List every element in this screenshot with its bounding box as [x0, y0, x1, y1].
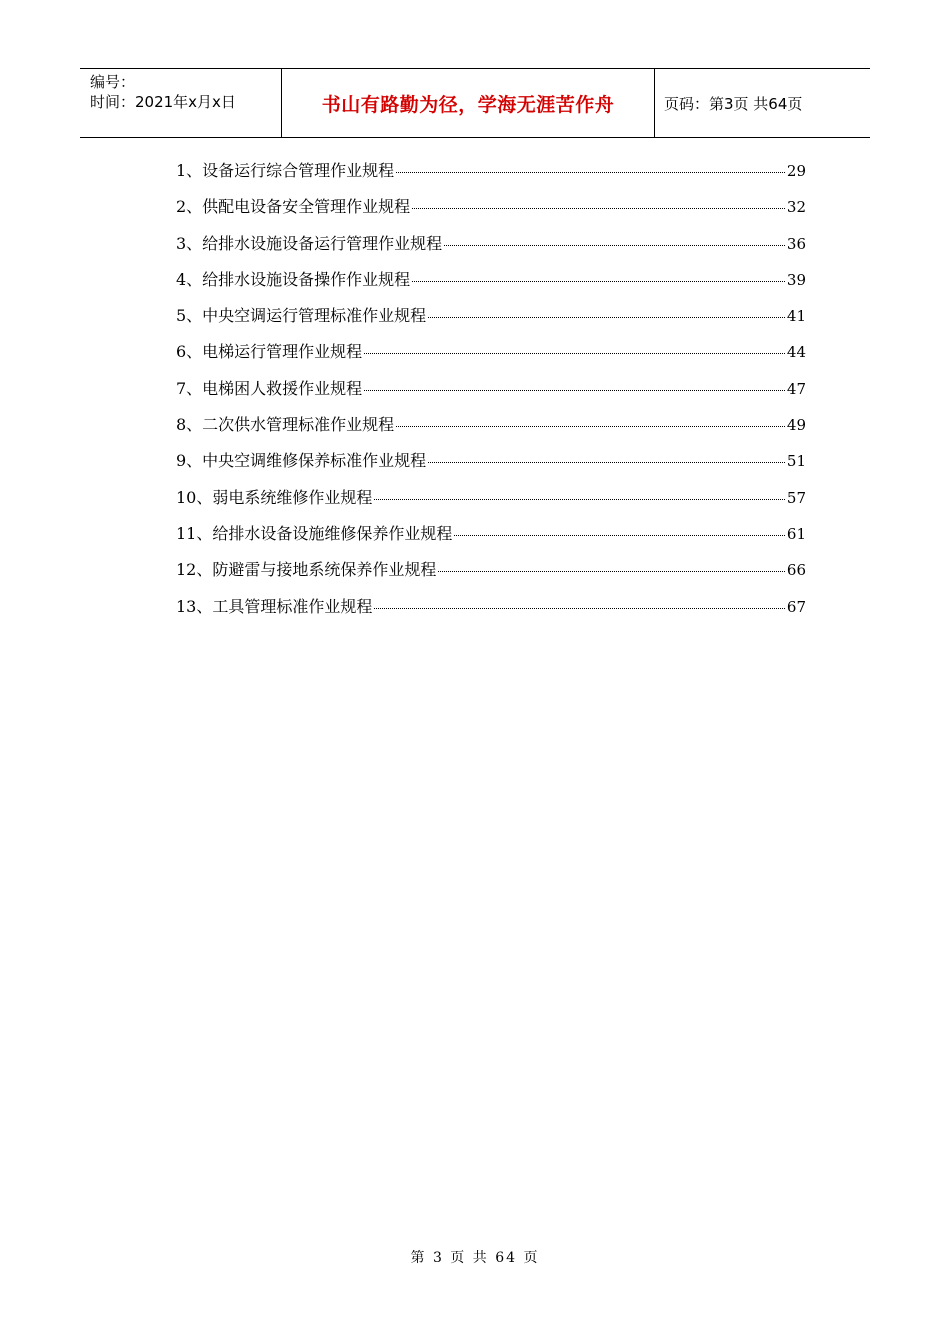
toc-item-page-number: 29: [786, 162, 806, 180]
header-motto-cell: [281, 69, 655, 137]
toc-item-page-number: 36: [786, 234, 806, 253]
toc-dot-leader: [444, 245, 785, 246]
toc-item[interactable]: [176, 158, 806, 194]
toc-item-page-number: 67: [786, 597, 806, 616]
toc-item[interactable]: [176, 303, 806, 339]
toc-item-page-number: 41: [786, 307, 806, 326]
toc-item-title: 10、弱电系统维修作业规程: [176, 487, 373, 507]
table-of-contents: [176, 158, 806, 630]
toc-item-page-number: 61: [786, 524, 806, 543]
document-number-label: 编号：: [90, 73, 136, 91]
header-motto: 书山有路勤为径，学海无涯苦作舟: [321, 93, 615, 116]
toc-item[interactable]: [176, 557, 806, 593]
toc-item[interactable]: [176, 412, 806, 448]
header-page-info-cell: [654, 69, 870, 137]
page-header: [80, 68, 870, 138]
toc-item[interactable]: [176, 521, 806, 557]
toc-dot-leader: [374, 499, 785, 500]
toc-item-page-number: 57: [786, 488, 806, 507]
toc-item-page-number: 47: [786, 379, 806, 398]
toc-item[interactable]: [176, 231, 806, 267]
toc-item-title: 12、防避雷与接地系统保养作业规程: [176, 560, 437, 580]
toc-item-title: 11、给排水设备设施维修保养作业规程: [176, 523, 453, 543]
page-footer: 第 3 页 共 64 页: [410, 1250, 540, 1266]
toc-item[interactable]: [176, 448, 806, 484]
toc-item-title: 7、电梯困人救援作业规程: [176, 378, 363, 398]
toc-item-title: 2、供配电设备安全管理作业规程: [176, 197, 411, 217]
toc-item-page-number: 51: [786, 452, 806, 471]
toc-item[interactable]: [176, 485, 806, 521]
toc-dot-leader: [364, 353, 785, 354]
toc-dot-leader: [396, 426, 785, 427]
toc-item-page-number: 32: [786, 198, 806, 217]
toc-item-page-number: 66: [786, 561, 806, 580]
toc-item-page-number: 44: [786, 343, 806, 362]
toc-item[interactable]: [176, 267, 806, 303]
toc-dot-leader: [412, 281, 785, 282]
toc-dot-leader: [364, 390, 785, 391]
header-meta: [80, 69, 280, 137]
toc-item-title: 6、电梯运行管理作业规程: [176, 342, 363, 362]
toc-dot-leader: [374, 608, 785, 609]
toc-item[interactable]: [176, 194, 806, 230]
document-time-label: 时间：2021年x月x日: [90, 93, 236, 111]
toc-item-title: 1、设备运行综合管理作业规程: [176, 161, 395, 180]
toc-item[interactable]: [176, 339, 806, 375]
toc-dot-leader: [428, 317, 785, 318]
toc-item-title: 8、二次供水管理标准作业规程: [176, 415, 395, 435]
toc-item-page-number: 39: [786, 270, 806, 289]
toc-dot-leader: [454, 535, 785, 536]
toc-item-title: 9、中央空调维修保养标准作业规程: [176, 451, 427, 471]
toc-dot-leader: [412, 208, 785, 209]
toc-item[interactable]: [176, 376, 806, 412]
toc-item-title: 13、工具管理标准作业规程: [176, 596, 373, 616]
toc-dot-leader: [438, 571, 785, 572]
toc-item-title: 3、给排水设施设备运行管理作业规程: [176, 233, 443, 253]
toc-item[interactable]: [176, 594, 806, 630]
toc-dot-leader: [396, 172, 785, 173]
header-page-info: 页码：第3页 共64页: [664, 94, 803, 113]
toc-item-title: 4、给排水设施设备操作作业规程: [176, 269, 411, 289]
toc-dot-leader: [428, 462, 785, 463]
toc-item-title: 5、中央空调运行管理标准作业规程: [176, 306, 427, 326]
toc-item-page-number: 49: [786, 416, 806, 435]
